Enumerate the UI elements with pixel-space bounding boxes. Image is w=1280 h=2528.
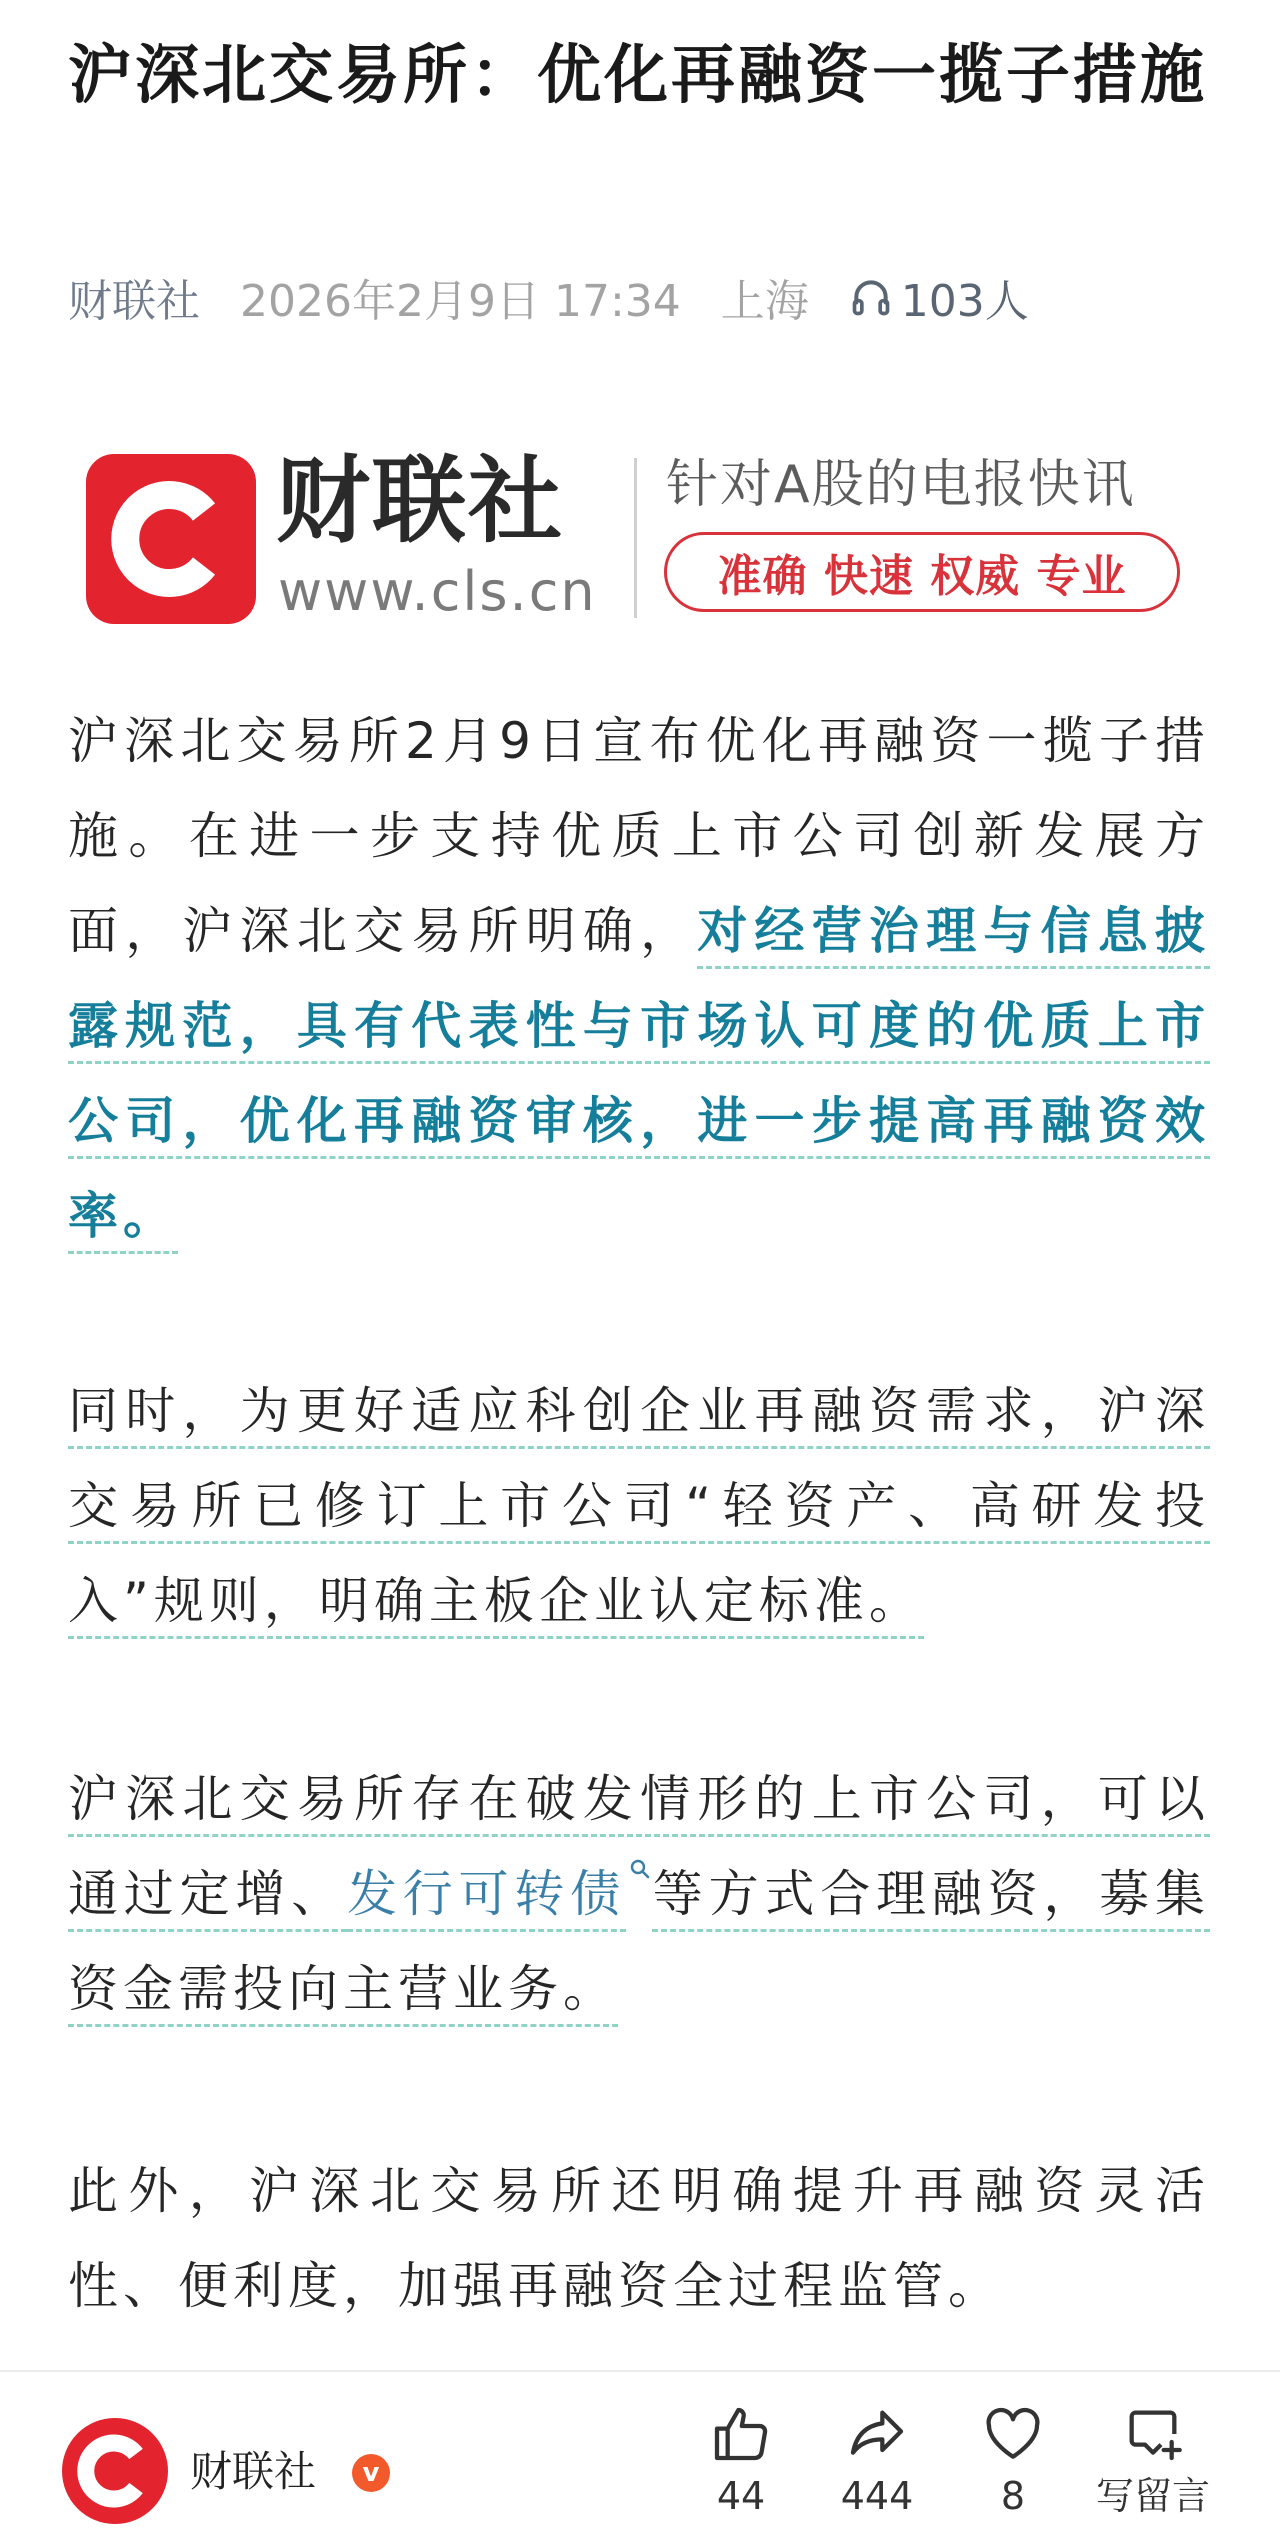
comment-add-icon xyxy=(1121,2402,1185,2466)
favorite-button[interactable] xyxy=(938,2402,1088,2520)
cls-logo-icon xyxy=(86,454,256,624)
author-name[interactable]: 财联社 xyxy=(190,2447,317,2496)
paragraph-4-text: 此外，沪深北交易所还明确提升再融资灵活性、便利度，加强再融资全过程监管。 xyxy=(68,2162,1210,2315)
banner-tagline: 准确 快速 权威 专业 xyxy=(664,532,1180,612)
listen-button[interactable] xyxy=(849,265,1029,329)
banner-brand: 财联社 xyxy=(276,447,565,556)
paragraph-3-after: 等方式合理融资，募集资金需投向主营业务。 xyxy=(68,1865,1210,2027)
listener-count: 103人 xyxy=(900,276,1029,327)
paragraph-2-text: 同时，为更好适应科创企业再融资需求，沪深交易所已修订上市公司“轻资产、高研发投入”规则，明确主板企业认定标准。 xyxy=(68,1382,1210,1639)
author-avatar[interactable] xyxy=(62,2418,168,2524)
article-meta xyxy=(68,262,1029,332)
favorite-count: 8 xyxy=(1000,2474,1026,2518)
paragraph-4 xyxy=(68,2144,1210,2334)
thumbs-up-icon xyxy=(709,2402,773,2466)
share-arrow-icon xyxy=(845,2402,909,2466)
convertible-bond-link[interactable]: 发行可转债 xyxy=(347,1865,626,1932)
paragraph-3 xyxy=(68,1752,1210,2037)
comment-label: 写留言 xyxy=(1095,2474,1210,2518)
article-title: 沪深北交易所：优化再融资一揽子措施 xyxy=(68,39,1207,113)
source-name[interactable]: 财联社 xyxy=(68,276,200,327)
search-icon[interactable] xyxy=(628,1857,652,1881)
publish-date: 2026年2月9日 17:34 xyxy=(240,276,681,327)
headphones-icon xyxy=(849,275,893,319)
banner-divider xyxy=(634,458,637,618)
paragraph-1 xyxy=(68,694,1210,1264)
banner-slogan: 针对A股的电报快讯 xyxy=(666,455,1136,515)
cls-banner xyxy=(86,446,1206,626)
paragraph-3-before: 沪深北交易所存在破发情形的上市公司，可以通过定增、 xyxy=(68,1770,1210,1932)
banner-url: www.cls.cn xyxy=(278,560,597,623)
like-button[interactable] xyxy=(666,2402,816,2520)
verified-badge: v xyxy=(352,2454,390,2492)
share-count: 444 xyxy=(840,2474,914,2518)
share-button[interactable] xyxy=(802,2402,952,2520)
paragraph-1-highlight: 对经营治理与信息披露规范，具有代表性与市场认可度的优质上市公司，优化再融资审核，进一步提高再融资效率。 xyxy=(68,902,1210,1254)
paragraph-1-text: 沪深北交易所2月9日宣布优化再融资一揽子措施。在进一步支持优质上市公司创新发展方面，沪深北交易所明确， xyxy=(68,712,1210,960)
like-count: 44 xyxy=(716,2474,766,2518)
comment-button[interactable] xyxy=(1078,2402,1228,2520)
article-footer xyxy=(0,2372,1280,2528)
publish-city: 上海 xyxy=(720,276,809,327)
paragraph-2 xyxy=(68,1364,1210,1649)
heart-icon xyxy=(981,2402,1045,2466)
